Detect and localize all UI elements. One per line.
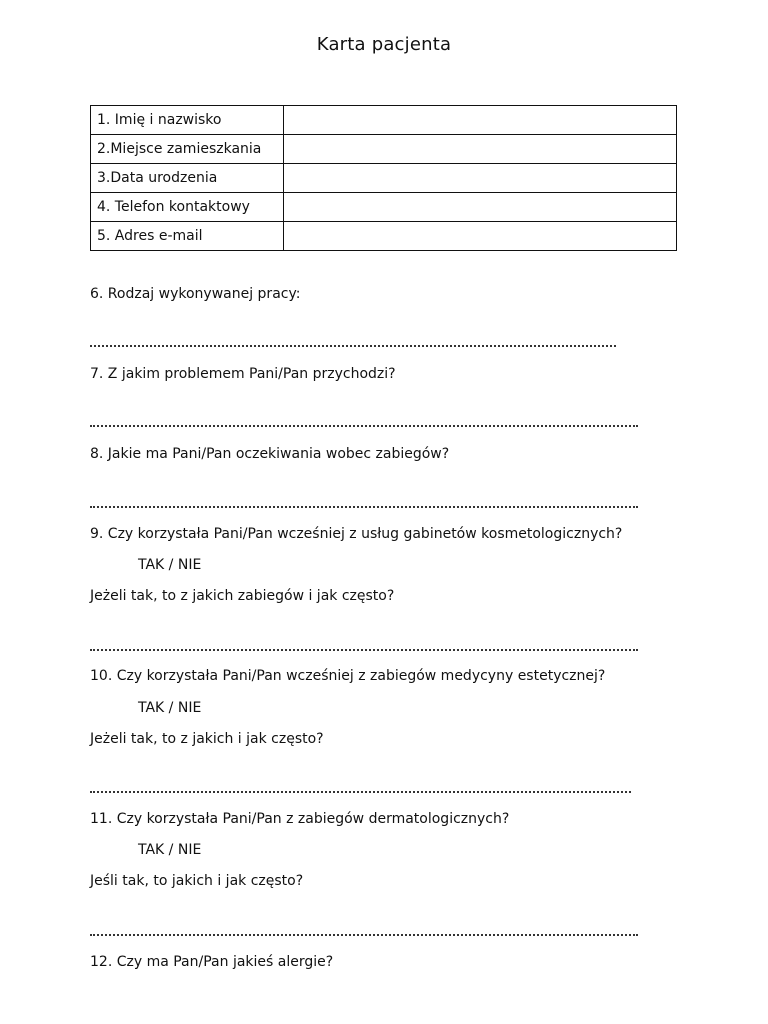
yes-no-options-10[interactable]: TAK / NIE bbox=[138, 700, 202, 716]
table-row bbox=[91, 164, 677, 193]
followup-9: Jeżeli tak, to z jakich zabiegów i jak często? bbox=[90, 588, 395, 604]
field-value-phone[interactable] bbox=[284, 193, 677, 222]
field-label-email: 5. Adres e-mail bbox=[91, 222, 284, 251]
yes-no-options-11[interactable]: TAK / NIE bbox=[138, 842, 202, 858]
field-value-address[interactable] bbox=[284, 135, 677, 164]
field-value-birthdate[interactable] bbox=[284, 164, 677, 193]
answer-line-8[interactable] bbox=[90, 506, 638, 508]
answer-line-7[interactable] bbox=[90, 425, 638, 427]
field-value-email[interactable] bbox=[284, 222, 677, 251]
question-7: 7. Z jakim problemem Pani/Pan przychodzi? bbox=[90, 366, 396, 382]
question-8: 8. Jakie ma Pani/Pan oczekiwania wobec zabiegów? bbox=[90, 446, 450, 462]
followup-10: Jeżeli tak, to z jakich i jak często? bbox=[90, 731, 324, 747]
page-title: Karta pacjenta bbox=[316, 34, 452, 55]
table-row bbox=[91, 193, 677, 222]
question-6: 6. Rodzaj wykonywanej pracy: bbox=[90, 286, 301, 302]
field-label-address: 2.Miejsce zamieszkania bbox=[91, 135, 284, 164]
field-label-birthdate: 3.Data urodzenia bbox=[91, 164, 284, 193]
question-9: 9. Czy korzystała Pani/Pan wcześniej z usług gabinetów kosmetologicznych? bbox=[90, 526, 623, 542]
table-row bbox=[91, 222, 677, 251]
followup-11: Jeśli tak, to jakich i jak często? bbox=[90, 873, 304, 889]
question-12: 12. Czy ma Pan/Pan jakieś alergie? bbox=[90, 954, 334, 970]
table-row bbox=[91, 106, 677, 135]
yes-no-options-9[interactable]: TAK / NIE bbox=[138, 557, 202, 573]
field-label-name: 1. Imię i nazwisko bbox=[91, 106, 284, 135]
question-10: 10. Czy korzystała Pani/Pan wcześniej z zabiegów medycyny estetycznej? bbox=[90, 668, 606, 684]
field-value-name[interactable] bbox=[284, 106, 677, 135]
answer-line-10[interactable] bbox=[90, 791, 631, 793]
question-11: 11. Czy korzystała Pani/Pan z zabiegów dermatologicznych? bbox=[90, 811, 510, 827]
answer-line-6[interactable] bbox=[90, 345, 616, 347]
personal-info-table bbox=[90, 105, 677, 251]
field-label-phone: 4. Telefon kontaktowy bbox=[91, 193, 284, 222]
answer-line-9[interactable] bbox=[90, 649, 638, 651]
answer-line-11[interactable] bbox=[90, 934, 638, 936]
table-row bbox=[91, 135, 677, 164]
